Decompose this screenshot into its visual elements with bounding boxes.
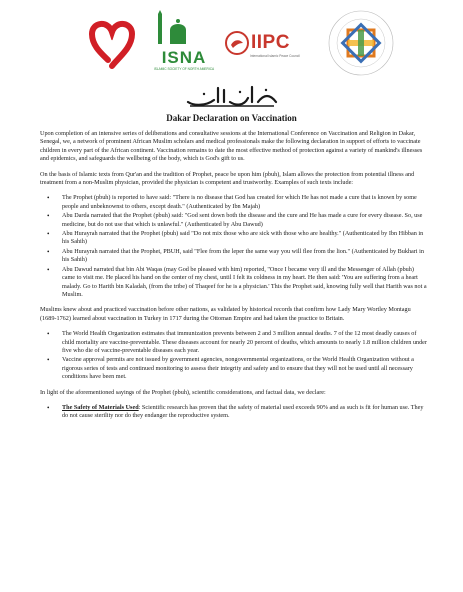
list-item — [40, 404, 428, 421]
octagram-star-icon — [326, 8, 396, 78]
document-body — [40, 130, 428, 428]
intro-paragraph: Upon completion of an intensive series of deliberations and consultative sessions at the International Conference on Vaccination and Religion in Dakar, Senegal, we, a network of prominent African Muslim scholars and medical professionals make the following declaration in support of efforts to vaccinate children in every part of the African continent. Vaccination remains to date the most effective method of protection against a variety of mankind's illnesses and epidemics, and safeguards the wellbeing of the body, which is God's gift to us. — [40, 130, 423, 163]
facts-list — [40, 330, 428, 381]
isna-name: ISNA — [161, 48, 207, 67]
document-title: Dakar Declaration on Vaccination — [166, 113, 297, 123]
list-item: • The World Health Organization estimates that immunization prevents between 2 and 3 million annual deaths. 7 of the 12 most deadly causes of child mortality are vaccine-preventable. These diseases account for nearly 20 percent of deaths, which amounts to nearly 1.8 million children under five who die of vaccine-preventable diseases each year. — [40, 330, 428, 355]
list-item: • Vaccine approval permits are not issued by government agencies, nongovernmental organizations, or the World Health Organization without a rigorous series of tests and continued monitoring to assess their integrity and safety and to ensure that they will not be used until all necessary conditions have been met. — [40, 356, 428, 381]
list-item: • Abu Hurayrah narrated that the Prophet, PBUH, said "Flee from the leper the same way you will flee from the lion." (Authenticated by Bukhari in his Sahih) — [40, 248, 428, 265]
ribbon-heart-icon — [84, 14, 140, 72]
isna-logo — [150, 10, 218, 76]
list-item: • Abu Dawud narrated that bin Abi Waqas (may God be pleased with him) reported, "Once I became very ill and the Messenger of Allah (pbuh) came to visit me. He placed his hand on the center of my chest, until I felt its coldness in my heart. He then said: 'You are suffering from a heart malady. Go to Harith bin Kaladah, (from the tribe) of Thaqeef for he is a physician.' This the Prophet said, knowing fully well that Harith was not a Muslim. — [40, 266, 428, 300]
declarations-list — [40, 404, 428, 421]
list-item: • The Prophet (pbuh) is reported to have said: "There is no disease that God has created for which He has not made a cure that is known by some people and unbeknownst to others, except death." (Authenticated by Ibn Majah) — [40, 194, 428, 211]
basmala-calligraphy — [184, 84, 280, 110]
dome-minaret-icon — [150, 10, 218, 48]
list-item: • Abu Hurayrah narrated that the Prophet (pbuh) said "Do not mix those who are sick with those who are healthy." (Authenticated by Ibn Hibban in his Sahih) — [40, 230, 428, 247]
basis-paragraph: On the basis of Islamic texts from Qur'an and the tradition of Prophet, peace be upon him (pbuh), Islam allows the protection from potential illness and treatment from a non-Muslim physician, provided the physician is competent and trustworthy. Examples of such texts include: — [40, 170, 415, 187]
iipc-logo — [224, 26, 314, 66]
declare-intro: In light of the aforementioned sayings of the Prophet (pbuh), scientific considerations, and factual data, we declare: — [40, 388, 326, 396]
hadith-list — [40, 194, 428, 299]
iipc-name: IIPC — [251, 32, 290, 53]
iipc-subtitle: International Islamic Peace Council — [250, 54, 300, 58]
arabic-calligraphy-icon — [184, 84, 280, 110]
isna-subtitle: ISLAMIC SOCIETY OF NORTH AMERICA — [153, 67, 215, 71]
declaration-text: : Scientific research has proven that the safety of material used exceeds 90% and as such is fit for human use. They do not cause sterility nor do they endanger the reproductive system. — [62, 403, 424, 420]
star-emblem-logo — [326, 8, 396, 78]
logo-bar — [0, 8, 463, 80]
declaration-label: The Safety of Materials Used — [62, 403, 139, 411]
list-item: • Abu Darda narrated that the Prophet (pbuh) said: "God sent down both the disease and the cure and He has made a cure for every disease. So, use medicine, but do not use that which is unlawful." (Authenticated by Abu Dawud) — [40, 212, 428, 229]
history-paragraph: Muslims knew about and practiced vaccination before other nations, as validated by historical records that confirm how Lady Mary Wortley Montagu (1689-1762) learned about vaccination in Turkey in 1717 during the Ottoman Empire and had taken the practice to Britain. — [40, 306, 411, 322]
dove-circle-icon — [224, 30, 250, 56]
ribbon-heart-logo — [84, 14, 140, 72]
